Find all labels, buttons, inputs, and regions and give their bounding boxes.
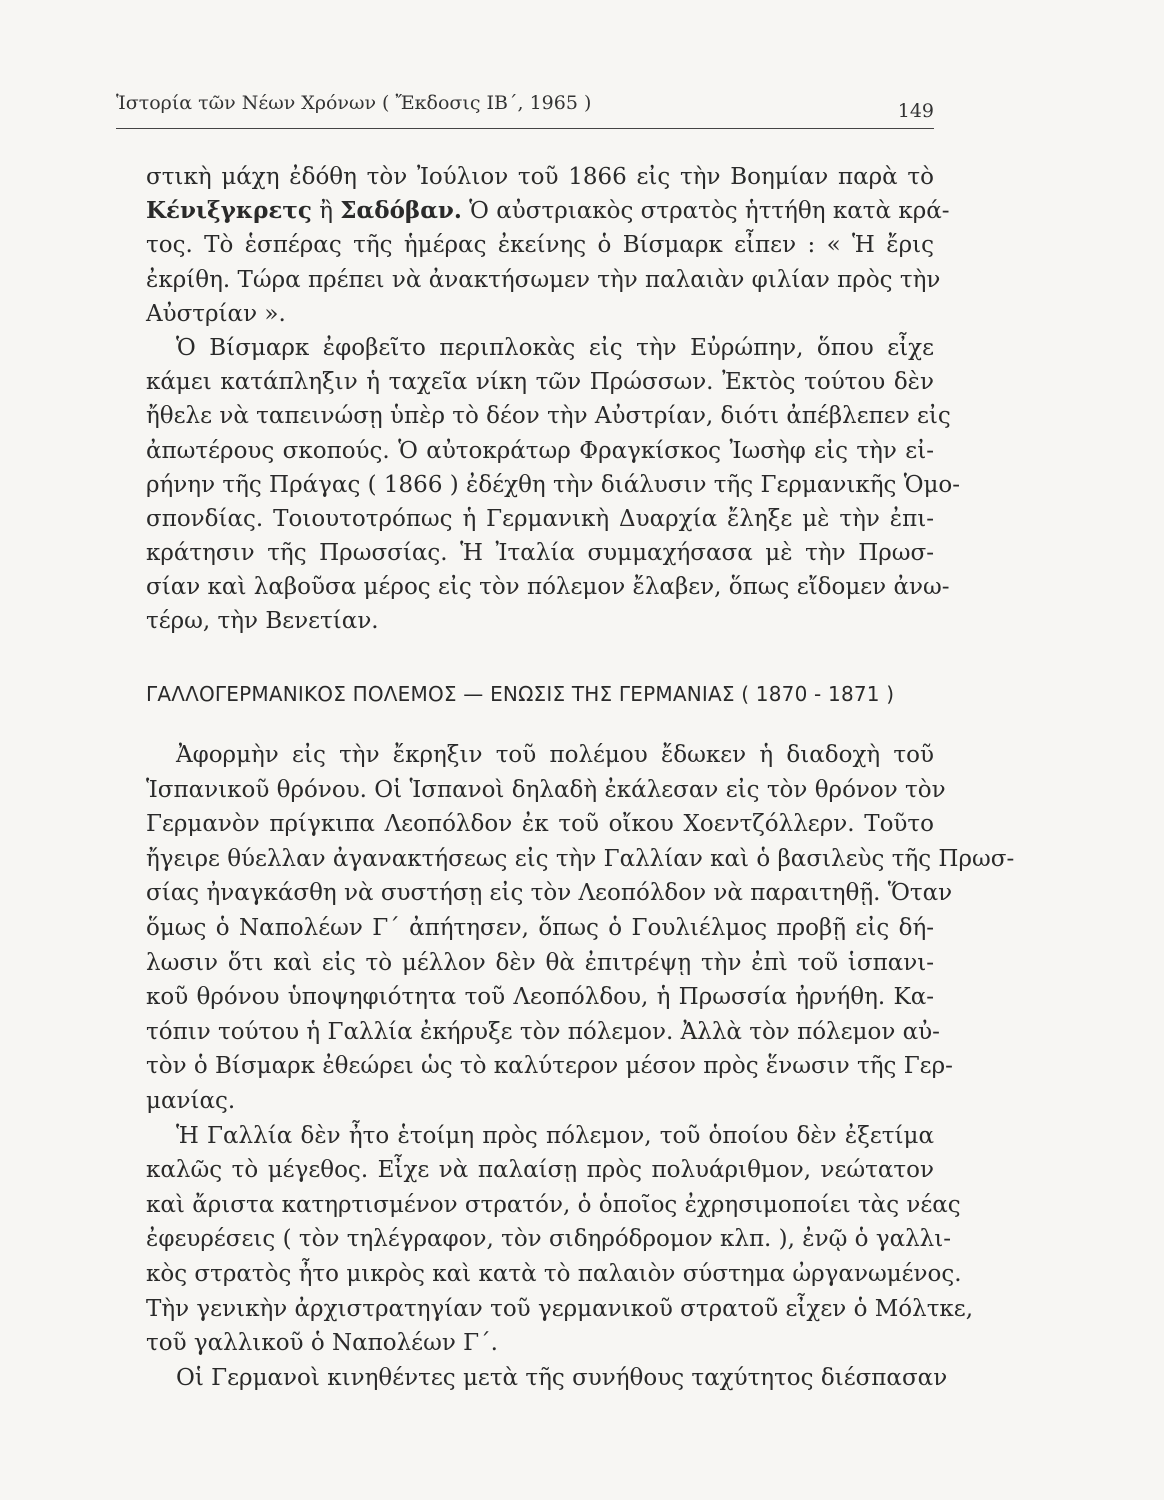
text-line: καλῶς τὸ μέγεθος. Εἶχε νὰ παλαίσῃ πρὸς πολυάριθμον, νεώτατον	[146, 1157, 934, 1184]
text-line: Ἡ Γαλλία δὲν ἦτο ἑτοίμη πρὸς πόλεμον, τοῦ ὁποίου δὲν ἐξετίμα	[176, 1122, 934, 1149]
text-line: κοῦ θρόνου ὑποψηφιότητα τοῦ Λεοπόλδου, ἡ Πρωσσία ἠρνήθη. Κα-	[146, 984, 934, 1011]
text-block-2	[146, 738, 1015, 1395]
text-line: Ἱσπανικοῦ θρόνου. Οἱ Ἱσπανοὶ δηλαδὴ ἐκάλεσαν εἰς τὸν θρόνον τὸν	[146, 776, 946, 803]
text-line: τος. Τὸ ἑσπέρας τῆς ἡμέρας ἐκείνης ὁ Βίσμαρκ εἶπεν : « Ἡ ἔρις	[146, 232, 934, 259]
text-line: ἤγειρε θύελλαν ἀγανακτήσεως εἰς τὴν Γαλλίαν καὶ ὁ βασιλεὺς τῆς Πρωσ-	[146, 845, 1015, 872]
text-line: καὶ ἄριστα κατηρτισμένον στρατόν, ὁ ὁποῖος ἐχρησιμοποίει τὰς νέας	[146, 1191, 961, 1218]
text-line: μανίας.	[146, 1087, 236, 1114]
text-line: Ὁ Βίσμαρκ ἐφοβεῖτο περιπλοκὰς εἰς τὴν Εὐρώπην, ὅπου εἶχε	[176, 334, 934, 361]
section-heading: ΓΑΛΛΟΓΕΡΜΑΝΙΚΟΣ ΠΟΛΕΜΟΣ — ΕΝΩΣΙΣ ΤΗΣ ΓΕΡΜΑΝΙΑΣ ( 1870 - 1871 )	[146, 682, 895, 706]
text-line: ἐφευρέσεις ( τὸν τηλέγραφον, τὸν σιδηρόδρομον κλπ. ), ἐνῷ ὁ γαλλι-	[146, 1226, 952, 1253]
text-line: κράτησιν τῆς Πρωσσίας. Ἡ Ἰταλία συμμαχήσασα μὲ τὴν Πρωσ-	[146, 540, 934, 567]
running-title: Ἱστορία τῶν Νέων Χρόνων ( Ἔκδοσις ΙΒ΄, 1965 )	[116, 92, 592, 114]
text-line: κὸς στρατὸς ἦτο μικρὸς καὶ κατὰ τὸ παλαιὸν σύστημα ὠργανωμένος.	[146, 1260, 962, 1287]
text-line: σίας ἠναγκάσθη νὰ συστήσῃ εἰς τὸν Λεοπόλδον νὰ παραιτηθῇ. Ὅταν	[146, 880, 953, 907]
page-number: 149	[897, 100, 934, 122]
text-line: ἐκρίθη. Τώρα πρέπει νὰ ἀνακτήσωμεν τὴν παλαιὰν φιλίαν πρὸς τὴν	[146, 266, 941, 293]
text-line: σπονδίας. Τοιουτοτρόπως ἡ Γερμανικὴ Δυαρχία ἔληξε μὲ τὴν ἐπι-	[146, 505, 934, 532]
text-block-1	[146, 160, 961, 639]
text-line: τέρω, τὴν Βενετίαν.	[146, 608, 379, 635]
text-line: ἤθελε νὰ ταπεινώσῃ ὑπὲρ τὸ δέον τὴν Αὐστρίαν, διότι ἀπέβλεπεν εἰς	[146, 403, 951, 430]
text-line: Τὴν γενικὴν ἀρχιστρατηγίαν τοῦ γερμανικοῦ στρατοῦ εἶχεν ὁ Μόλτκε,	[146, 1295, 974, 1322]
text-line: ἀπωτέρους σκοπούς. Ὁ αὐτοκράτωρ Φραγκίσκος Ἰωσὴφ εἰς τὴν εἰ-	[146, 437, 934, 464]
bold-term: Κένιξγκρετς	[146, 197, 312, 225]
text-line	[146, 194, 950, 228]
header-rule	[116, 128, 934, 129]
text-line: Αὐστρίαν ».	[146, 300, 286, 327]
text-line: κάμει κατάπληξιν ἡ ταχεῖα νίκη τῶν Πρώσσων. Ἐκτὸς τούτου δὲν	[146, 369, 934, 396]
text-line: ὅμως ὁ Ναπολέων Γ΄ ἀπήτησεν, ὅπως ὁ Γουλιέλμος προβῇ εἰς δή-	[146, 914, 934, 941]
text-line: λωσιν ὅτι καὶ εἰς τὸ μέλλον δὲν θὰ ἐπιτρέψῃ τὴν ἐπὶ τοῦ ἱσπανι-	[146, 949, 934, 976]
text-line: τὸν ὁ Βίσμαρκ ἐθεώρει ὡς τὸ καλύτερον μέσον πρὸς ἕνωσιν τῆς Γερ-	[146, 1053, 953, 1080]
text-line: τοῦ γαλλικοῦ ὁ Ναπολέων Γ΄.	[146, 1330, 498, 1357]
bold-term: Σαδόβαν.	[340, 197, 462, 225]
text-line: τόπιν τούτου ἡ Γαλλία ἐκήρυξε τὸν πόλεμον. Ἀλλὰ τὸν πόλεμον αὐ-	[146, 1018, 940, 1045]
text-line: σίαν καὶ λαβοῦσα μέρος εἰς τὸν πόλεμον ἔλαβεν, ὅπως εἴδομεν ἀνω-	[146, 574, 950, 601]
text-line-rest: ἢ Σαδόβαν. Ὁ αὐστριακὸς στρατὸς ἡττήθη κατὰ κρά-	[319, 197, 950, 225]
text-line: Οἱ Γερμανοὶ κινηθέντες μετὰ τῆς συνήθους ταχύτητος διέσπασαν	[176, 1364, 948, 1391]
text-line: Ἀφορμὴν εἰς τὴν ἔκρηξιν τοῦ πολέμου ἔδωκεν ἡ διαδοχὴ τοῦ	[176, 742, 934, 768]
text-line: Γερμανὸν πρίγκιπα Λεοπόλδον ἐκ τοῦ οἴκου Χοεντζόλλερν. Τοῦτο	[146, 811, 934, 838]
text-line: στικὴ μάχη ἐδόθη τὸν Ἰούλιον τοῦ 1866 εἰς τὴν Βοημίαν παρὰ τὸ	[146, 164, 934, 190]
text-line: ρήνην τῆς Πράγας ( 1866 ) ἐδέχθη τὴν διάλυσιν τῆς Γερμανικῆς Ὁμο-	[146, 471, 961, 498]
